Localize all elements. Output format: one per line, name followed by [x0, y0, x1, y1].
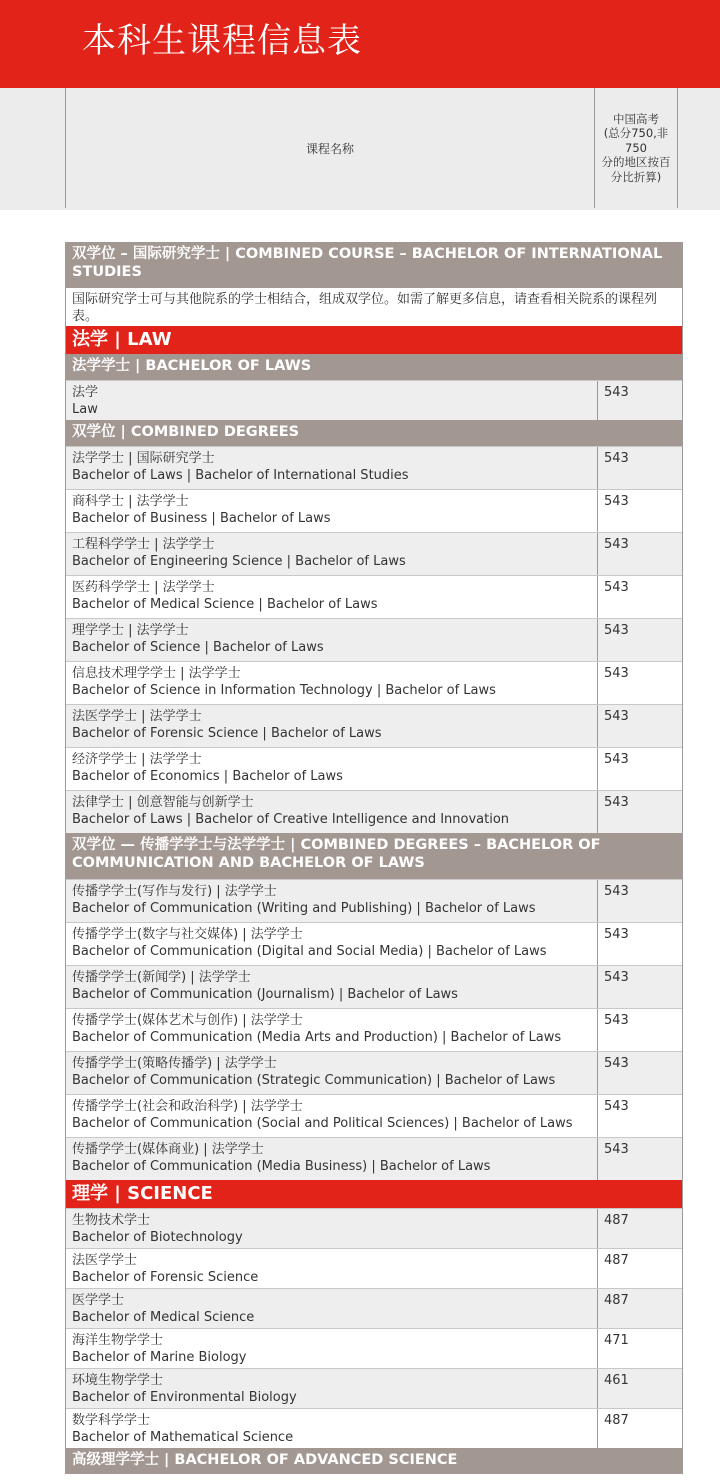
table-row — [66, 790, 682, 833]
course-score: 543 — [604, 1013, 629, 1028]
course-name-zh: 法医学学士 | 法学学士 — [72, 709, 202, 724]
course-name-zh: 法律学士 | 创意智能与创新学士 — [72, 795, 254, 810]
section-title-advanced-science: 高级理学学士 | BACHELOR OF ADVANCED SCIENCE — [66, 1448, 682, 1474]
table-row — [66, 1094, 682, 1137]
course-name-zh: 传播学学士(数字与社交媒体) | 法学学士 — [72, 927, 303, 942]
page-title: 本科生课程信息表 — [82, 21, 362, 61]
course-name-zh: 法学 — [72, 385, 99, 400]
course-score: 487 — [604, 1213, 629, 1228]
course-score: 543 — [604, 1142, 629, 1157]
course-name-zh: 法学学士 | 国际研究学士 — [72, 451, 215, 466]
course-name-zh: 传播学学士(策略传播学) | 法学学士 — [72, 1056, 277, 1071]
course-score: 543 — [604, 494, 629, 509]
course-score: 543 — [604, 970, 629, 985]
course-name — [66, 533, 598, 575]
table-row — [66, 1328, 682, 1368]
course-name-en: Bachelor of Marine Biology — [72, 1350, 247, 1365]
course-name — [66, 1289, 598, 1328]
faculty-heading-law: 法学 | LAW — [66, 326, 682, 354]
course-name-en: Bachelor of Communication (Media Arts and Production) | Bachelor of Laws — [72, 1030, 562, 1045]
table-row — [66, 575, 682, 618]
table-row — [66, 1208, 682, 1248]
course-name-en: Bachelor of Communication (Journalism) | Bachelor of Laws — [72, 987, 458, 1002]
course-score: 543 — [604, 752, 629, 767]
section-title-combined-degrees: 双学位 | COMBINED DEGREES — [66, 420, 682, 446]
course-score: 471 — [604, 1333, 629, 1348]
course-name — [66, 1369, 598, 1408]
course-name-en: Bachelor of Laws | Bachelor of Creative Intelligence and Innovation — [72, 812, 510, 827]
score-header-line: 分比折算) — [610, 169, 662, 184]
course-name — [66, 923, 598, 965]
course-name-en: Bachelor of Medical Science — [72, 1310, 255, 1325]
table-row — [66, 661, 682, 704]
course-name-zh: 传播学学士(媒体艺术与创作) | 法学学士 — [72, 1013, 303, 1028]
course-name — [66, 576, 598, 618]
course-name-en: Bachelor of Biotechnology — [72, 1230, 243, 1245]
score-header-line: 中国高考 — [613, 111, 659, 126]
section-title-combined-international: 双学位 – 国际研究学士 | COMBINED COURSE – BACHELOR OF INTERNATIONAL STUDIES — [66, 242, 682, 288]
table-row — [66, 1137, 682, 1180]
course-name — [66, 447, 598, 489]
course-name — [66, 705, 598, 747]
course-name — [66, 1009, 598, 1051]
table-row — [66, 1368, 682, 1408]
course-name-zh: 传播学学士(新闻学) | 法学学士 — [72, 970, 251, 985]
course-name-zh: 生物技术学士 — [72, 1213, 151, 1228]
course-name-en: Bachelor of Science | Bachelor of Laws — [72, 640, 324, 655]
table-row — [66, 747, 682, 790]
column-header-score — [595, 88, 677, 208]
course-score: 461 — [604, 1373, 629, 1388]
faculty-heading-science: 理学 | SCIENCE — [66, 1180, 682, 1208]
course-name-en: Bachelor of Communication (Media Business) | Bachelor of Laws — [72, 1159, 491, 1174]
course-name-en: Bachelor of Engineering Science | Bachelor of Laws — [72, 554, 406, 569]
course-name — [66, 619, 598, 661]
course-name-zh: 医学学士 — [72, 1293, 125, 1308]
course-name-en: Bachelor of Communication (Digital and Social Media) | Bachelor of Laws — [72, 944, 547, 959]
course-score: 543 — [604, 795, 629, 810]
table-row — [66, 879, 682, 922]
table-row — [66, 489, 682, 532]
course-name-zh: 海洋生物学学士 — [72, 1333, 164, 1348]
table-row — [66, 532, 682, 575]
section-title-communication-laws: 双学位 — 传播学学士与法学学士 | COMBINED DEGREES – BACHELOR OF COMMUNICATION AND BACHELOR OF LAWS — [66, 833, 682, 879]
course-name-en: Bachelor of Medical Science | Bachelor of Laws — [72, 597, 378, 612]
table-row — [66, 618, 682, 661]
course-score: 543 — [604, 1056, 629, 1071]
course-name-en: Bachelor of Mathematical Science — [72, 1430, 294, 1445]
score-header-line: 分的地区按百 — [601, 155, 671, 170]
table-row — [66, 965, 682, 1008]
table-row — [66, 1051, 682, 1094]
course-name — [66, 966, 598, 1008]
section-title-bachelor-of-laws: 法学学士 | BACHELOR OF LAWS — [66, 354, 682, 380]
course-score: 487 — [604, 1413, 629, 1428]
course-score: 543 — [604, 709, 629, 724]
table-row — [66, 1408, 682, 1448]
section-intro: 国际研究学士可与其他院系的学士相结合，组成双学位。如需了解更多信息，请查看相关院系的课程列表。 — [66, 288, 682, 326]
table-row — [66, 1288, 682, 1328]
course-name-zh: 传播学学士(媒体商业) | 法学学士 — [72, 1142, 264, 1157]
course-name-zh: 工程科学学士 | 法学学士 — [72, 537, 215, 552]
course-name-en: Bachelor of Forensic Science — [72, 1270, 259, 1285]
course-score: 487 — [604, 1293, 629, 1308]
course-name — [66, 1209, 598, 1248]
course-name-en: Bachelor of Business | Bachelor of Laws — [72, 511, 331, 526]
table-row — [66, 1008, 682, 1051]
course-name — [66, 381, 598, 420]
course-name-zh: 传播学学士(社会和政治科学) | 法学学士 — [72, 1099, 303, 1114]
course-score: 543 — [604, 623, 629, 638]
course-score: 543 — [604, 1099, 629, 1114]
course-name-en: Bachelor of Communication (Social and Political Sciences) | Bachelor of Laws — [72, 1116, 573, 1131]
course-name-en: Bachelor of Laws | Bachelor of International Studies — [72, 468, 409, 483]
course-name-en: Bachelor of Environmental Biology — [72, 1390, 297, 1405]
course-name-en: Bachelor of Economics | Bachelor of Laws — [72, 769, 343, 784]
table-row — [66, 380, 682, 420]
course-name-zh: 法医学学士 — [72, 1253, 138, 1268]
course-name — [66, 662, 598, 704]
course-name — [66, 748, 598, 790]
course-name-zh: 医药科学学士 | 法学学士 — [72, 580, 215, 595]
course-name-zh: 数学科学学士 — [72, 1413, 151, 1428]
course-score: 543 — [604, 451, 629, 466]
course-name — [66, 1409, 598, 1448]
course-score: 543 — [604, 927, 629, 942]
course-name — [66, 1138, 598, 1180]
course-name-zh: 传播学学士(写作与发行) | 法学学士 — [72, 884, 277, 899]
course-name-zh: 环境生物学学士 — [72, 1373, 164, 1388]
course-score: 543 — [604, 385, 629, 400]
table-row — [66, 446, 682, 489]
course-name-en: Bachelor of Communication (Writing and Publishing) | Bachelor of Laws — [72, 901, 536, 916]
column-header-course: 课程名称 — [305, 141, 354, 156]
score-header-line: (总分750,非750 — [603, 126, 669, 155]
table-row — [66, 1248, 682, 1288]
course-score: 543 — [604, 884, 629, 899]
course-name-en: Law — [72, 402, 98, 417]
course-name — [66, 1095, 598, 1137]
course-name — [66, 791, 598, 833]
course-name-en: Bachelor of Forensic Science | Bachelor of Laws — [72, 726, 382, 741]
table-row — [66, 704, 682, 747]
course-name-zh: 信息技术理学学士 | 法学学士 — [72, 666, 241, 681]
course-score: 543 — [604, 537, 629, 552]
course-name — [66, 490, 598, 532]
course-name-zh: 理学学士 | 法学学士 — [72, 623, 189, 638]
course-table — [65, 242, 683, 1474]
course-score: 543 — [604, 666, 629, 681]
header-divider — [677, 88, 678, 208]
course-name — [66, 1329, 598, 1368]
course-name-zh: 商科学士 | 法学学士 — [72, 494, 189, 509]
title-banner — [0, 0, 720, 88]
course-name — [66, 1052, 598, 1094]
course-name-en: Bachelor of Communication (Strategic Communication) | Bachelor of Laws — [72, 1073, 556, 1088]
course-name-en: Bachelor of Science in Information Technology | Bachelor of Laws — [72, 683, 496, 698]
course-name-zh: 经济学学士 | 法学学士 — [72, 752, 202, 767]
course-name — [66, 1249, 598, 1288]
course-score: 487 — [604, 1253, 629, 1268]
table-row — [66, 922, 682, 965]
course-name — [66, 880, 598, 922]
course-score: 543 — [604, 580, 629, 595]
